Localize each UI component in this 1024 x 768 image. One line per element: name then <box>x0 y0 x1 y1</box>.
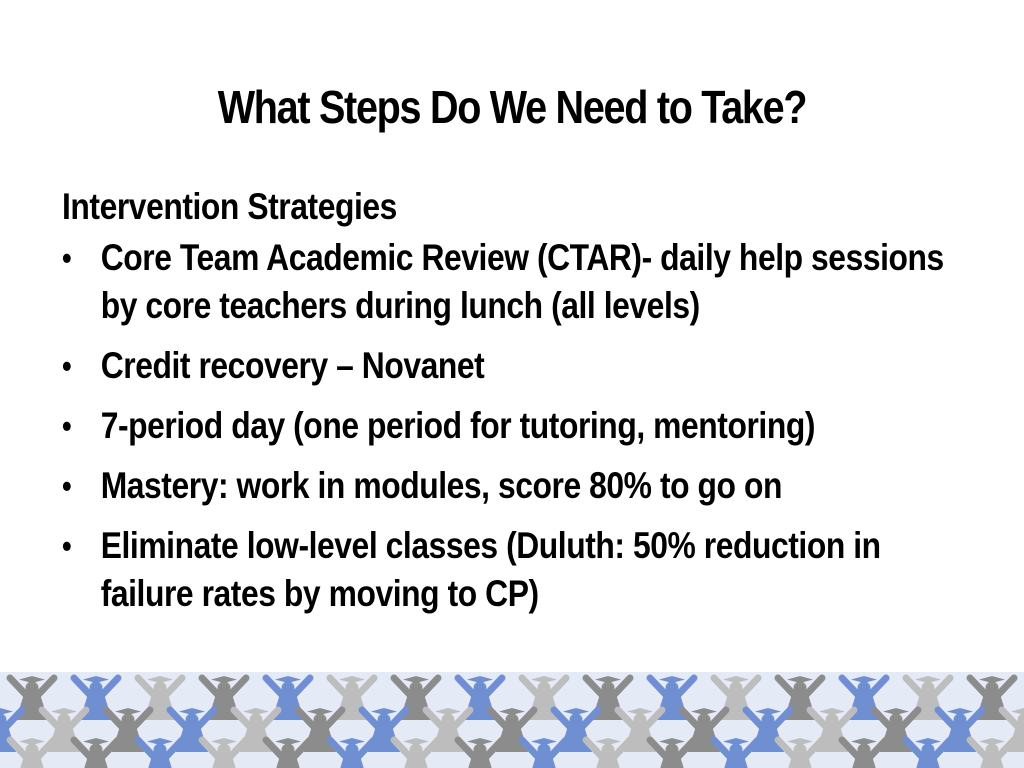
bullet-icon: • <box>62 528 72 564</box>
bullet-icon: • <box>62 240 72 276</box>
bullet-text: 7-period day (one period for tutoring, mentoring) <box>100 405 816 446</box>
bullet-text: Eliminate low-level classes (Duluth: 50% reduction in failure rates by moving to CP) <box>100 525 881 614</box>
graduate-figures-pattern-icon <box>0 672 1024 768</box>
graduate-figure-icon <box>906 738 950 768</box>
graduate-figure-icon <box>458 738 502 768</box>
bullet-item <box>62 402 956 450</box>
graduate-figure-icon <box>842 738 886 768</box>
graduate-figure-icon <box>202 738 246 768</box>
graduate-figure-icon <box>10 738 54 768</box>
bullet-item <box>62 342 956 390</box>
graduate-figure-icon <box>970 738 1014 768</box>
bullet-icon: • <box>62 468 72 504</box>
graduate-figure-icon <box>394 738 438 768</box>
graduate-figure-icon <box>138 738 182 768</box>
bullet-text: Mastery: work in modules, score 80% to go on <box>100 465 782 506</box>
bullet-text: Credit recovery – Novanet <box>100 345 485 386</box>
graduate-figure-icon <box>714 738 758 768</box>
graduate-figure-icon <box>778 738 822 768</box>
bullet-item <box>62 522 956 618</box>
slide-title: What Steps Do We Need to Take? <box>217 81 807 133</box>
graduate-figure-icon <box>650 738 694 768</box>
bullet-item <box>62 462 956 510</box>
bullet-icon: • <box>62 408 72 444</box>
bullet-icon: • <box>62 348 72 384</box>
graduate-figure-icon <box>522 738 566 768</box>
graduate-figure-icon <box>266 738 310 768</box>
graduate-figure-icon <box>330 738 374 768</box>
graduate-figure-icon <box>74 738 118 768</box>
bullet-item <box>62 234 956 330</box>
slide-body <box>62 182 956 630</box>
bullet-text: Core Team Academic Review (CTAR)- daily help sessions by core teachers during lunch (all levels) <box>100 237 944 326</box>
footer-decoration <box>0 672 1024 768</box>
subheading: Intervention Strategies <box>62 186 397 227</box>
bullet-list <box>62 234 956 618</box>
graduate-figure-icon <box>586 738 630 768</box>
